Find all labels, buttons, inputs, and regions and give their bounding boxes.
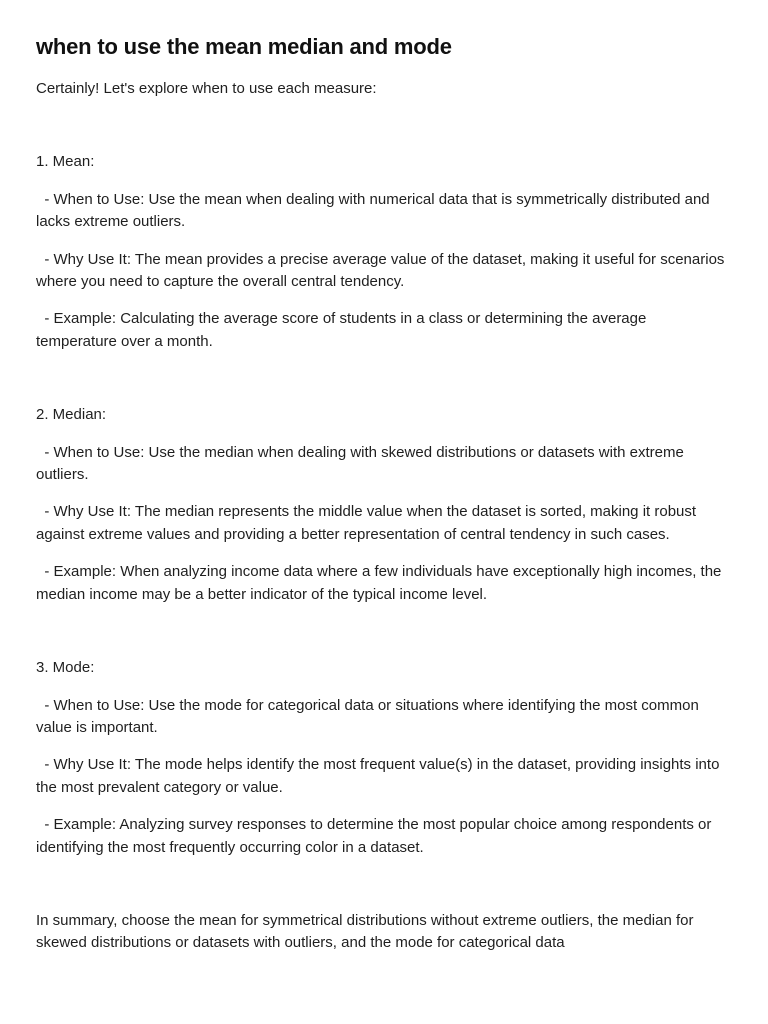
intro-paragraph: Certainly! Let's explore when to use each measure: [36,80,377,97]
summary-paragraph: In summary, choose the mean for symmetrical distributions without extreme outliers, the median for skewed distributions or datasets with outliers, and the mode for categorical data [36,911,694,952]
section-mode [36,657,726,859]
when-to-use-item: - When to Use: Use the mode for categorical data or situations where identifying the most common value is important. [36,696,699,736]
section-heading: 1. Mean: [36,153,95,171]
section-heading: 2. Median: [36,406,107,424]
section-heading: 3. Mode: [36,659,95,677]
section-median [36,404,726,606]
example-item: - Example: Analyzing survey responses to determine the most popular choice among respondents or identifying the most frequently occurring color in a dataset. [36,816,712,856]
example-item: - Example: When analyzing income data where a few individuals have exceptionally high incomes, the median income may be a better indicator of the typical income level. [36,563,722,603]
why-use-it-item: - Why Use It: The mode helps identify the most frequent value(s) in the dataset, providing insights into the most prevalent category or value. [36,756,720,796]
example-item: - Example: Calculating the average score of students in a class or determining the average temperature over a month. [36,310,647,350]
when-to-use-item: - When to Use: Use the median when dealing with skewed distributions or datasets with extreme outliers. [36,443,684,484]
why-use-it-item: - Why Use It: The median represents the middle value when the dataset is sorted, making it robust against extreme values and providing a better representation of central tendency in such cases. [36,503,697,543]
document-page [36,0,726,955]
why-use-it-item: - Why Use It: The mean provides a precise average value of the dataset, making it useful for scenarios where you need to capture the overall central tendency. [36,250,725,291]
when-to-use-item: - When to Use: Use the mean when dealing with numerical data that is symmetrically distributed and lacks extreme outliers. [36,190,710,231]
page-title: when to use the mean median and mode [36,34,452,59]
section-mean [36,151,726,353]
